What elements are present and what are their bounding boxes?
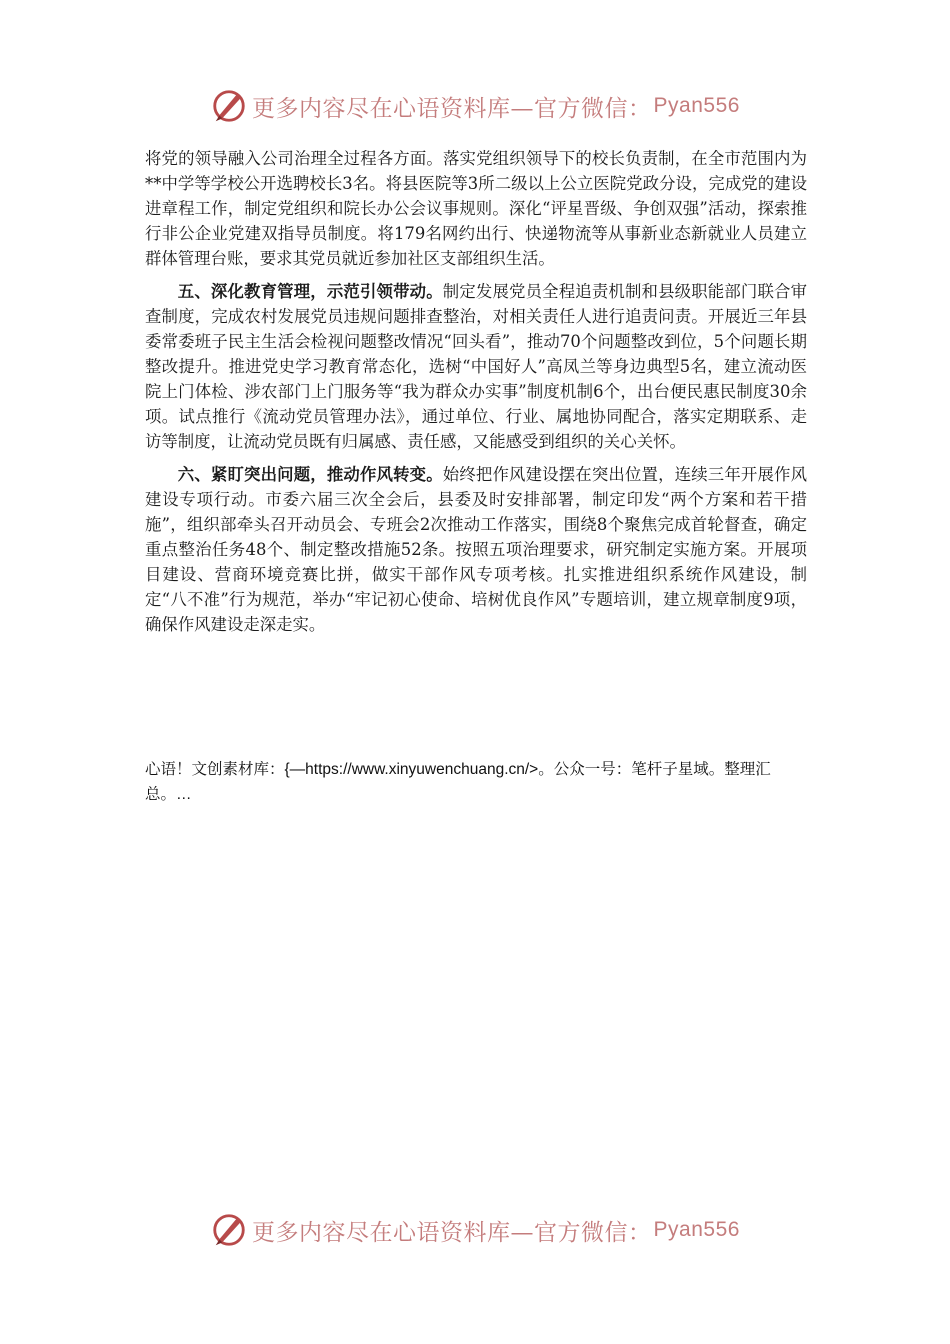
section-6-paragraph xyxy=(145,462,807,637)
footer-banner xyxy=(0,1208,950,1252)
document-body xyxy=(145,146,807,637)
section-6-text: 始终把作风建设摆在突出位置，连续三年开展作风建设专项行动。市委六届三次全会后，县委及时安排部署，制定印发“两个方案和若干措施”，组织部牵头召开动员会、专班会2次推动工作落实，围绕8个聚焦完成首轮督查，确定重点整治任务48个、制定整改措施52条。按照五项治理要求，研究制定实施方案。开展项目建设、营商环境竞赛比拼，做实干部作风专项考核。扎实推进组织系统作风建设，制定“八不准”行为规范，举办“牢记初心使命、培树优良作风”专题培训，建立规章制度9项，确保作风建设走深走实。 xyxy=(145,465,807,634)
footer-wechat-id: Pyan556 xyxy=(653,1218,740,1241)
header-banner xyxy=(0,84,950,128)
section-5-paragraph xyxy=(145,279,807,454)
header-banner-text: 更多内容尽在心语资料库—官方微信： xyxy=(252,95,652,122)
pen-logo-icon xyxy=(210,87,248,125)
intro-paragraph: 将党的领导融入公司治理全过程各方面。落实党组织领导下的校长负责制，在全市范围内为**中学等学校公开选聘校长3名。将县医院等3所二级以上公立医院党政分设，完成党的建设进章程工作，制定党组织和院长办公会议事规则。深化“评星晋级、争创双强”活动，探索推行非公企业党建双指导员制度。将179名网约出行、快递物流等从事新业态新就业人员建立群体管理台账，要求其党员就近参加社区支部组织生活。 xyxy=(145,149,807,268)
section-5-heading: 五、深化教育管理，示范引领带动。 xyxy=(177,282,443,301)
footer-banner-text: 更多内容尽在心语资料库—官方微信： xyxy=(252,1219,652,1246)
section-6-heading: 六、紧盯突出问题，推动作风转变。 xyxy=(177,465,443,484)
header-wechat-id: Pyan556 xyxy=(653,94,740,117)
pen-logo-icon xyxy=(210,1211,248,1249)
section-5-text: 制定发展党员全程追责机制和县级职能部门联合审查制度，完成农村发展党员违规问题排查整治，对相关责任人进行追责问责。开展近三年县委常委班子民主生活会检视问题整改情况“回头看”，推动70个问题整改到位，5个问题长期整改提升。推进党史学习教育常态化，选树“中国好人”高凤兰等身边典型5名，建立流动医院上门体检、涉农部门上门服务等“我为群众办实事”制度机制6个，出台便民惠民制度30余项。试点推行《流动党员管理办法》，通过单位、行业、属地协同配合，落实定期联系、走访等制度，让流动党员既有归属感、责任感，又能感受到组织的关心关怀。 xyxy=(145,282,807,451)
source-note: 心语！文创素材库：{—https://www.xinyuwenchuang.cn/>。公众一号：笔杆子星域。整理汇总。… xyxy=(145,761,771,803)
